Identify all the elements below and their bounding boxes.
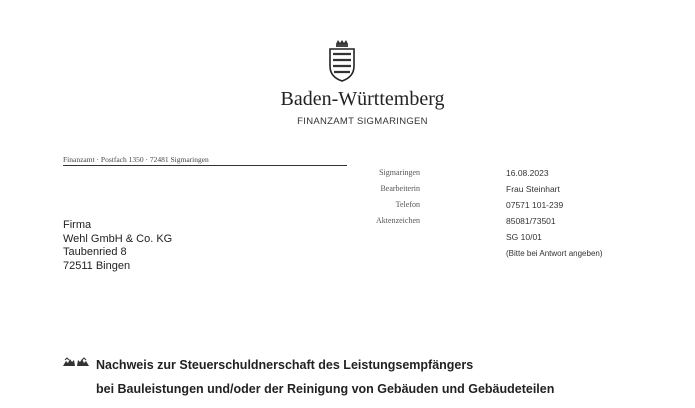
meta-value: SG 10/01 — [506, 232, 542, 242]
coat-of-arms-icon — [327, 40, 357, 82]
state-name: Baden-Württemberg — [280, 88, 445, 110]
meta-value: Frau Steinhart — [506, 184, 560, 194]
meta-value: (Bitte bei Antwort angeben) — [506, 249, 603, 258]
subject-line-2: bei Bauleistungen und/oder der Reinigung von Gebäuden und Gebäudeteilen — [96, 382, 555, 396]
meta-label: Sigmaringen — [379, 168, 420, 177]
meta-value: 07571 101-239 — [506, 200, 564, 210]
recipient-line: Taubenried 8 — [63, 246, 127, 258]
meta-label: Telefon — [395, 200, 420, 209]
office-name: FINANZAMT SIGMARINGEN — [297, 116, 428, 127]
recipient-line: Wehl GmbH & Co. KG — [63, 232, 173, 245]
subject-line-1: Nachweis zur Steuerschuldnerschaft des Leistungsempfängers — [96, 358, 474, 372]
recipient-line: 72511 Bingen — [63, 259, 131, 272]
heraldic-lions-icon — [62, 356, 90, 368]
meta-label: Bearbeiterin — [380, 184, 420, 193]
return-address-line: Finanzamt · Postfach 1350 · 72481 Sigmaringen — [63, 155, 347, 166]
meta-label: Aktenzeichen — [376, 216, 420, 225]
recipient-address — [63, 219, 172, 273]
recipient-line: Firma — [63, 219, 92, 231]
meta-value: 85081/73501 — [506, 216, 556, 226]
meta-value: 16.08.2023 — [506, 168, 549, 178]
subject — [96, 353, 554, 401]
